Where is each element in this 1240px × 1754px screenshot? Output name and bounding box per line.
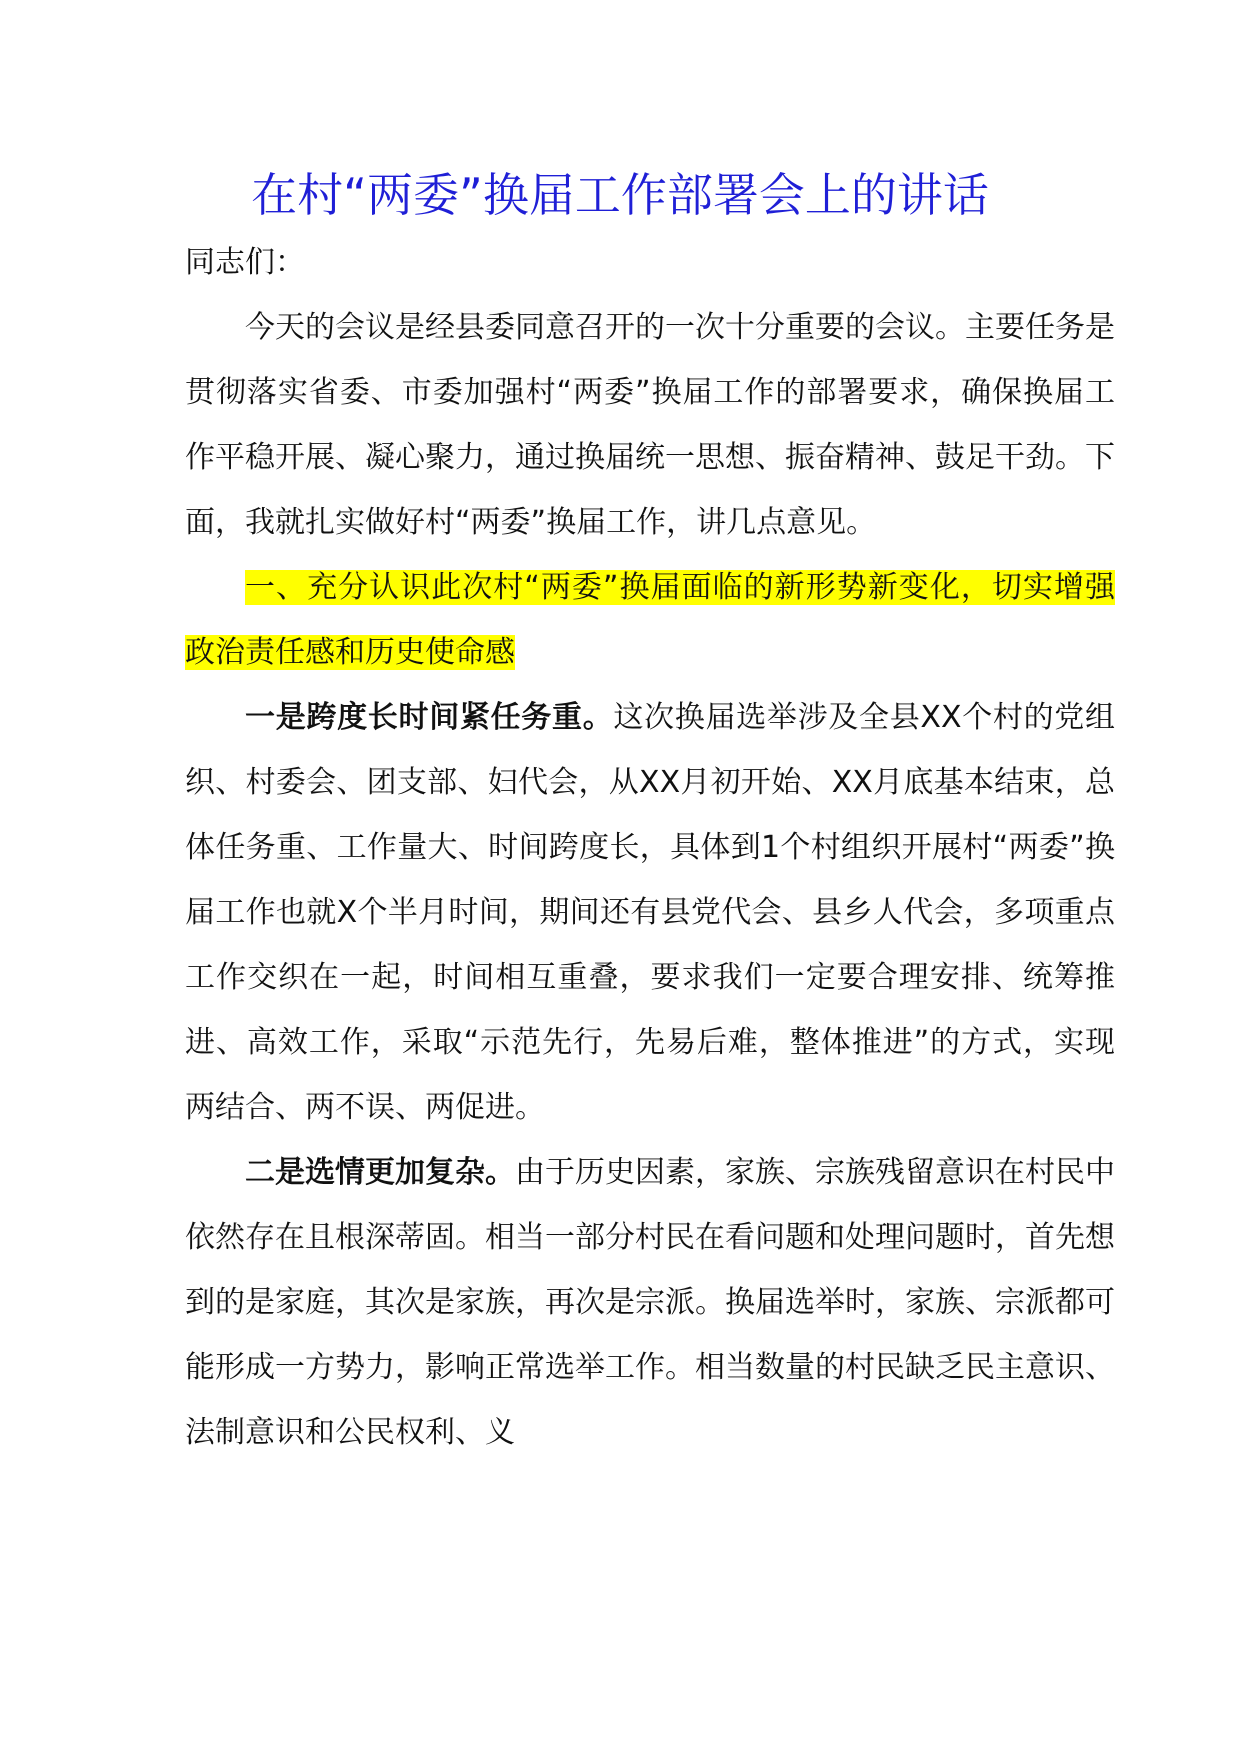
point-paragraph-1 xyxy=(185,685,1115,1140)
point-1-lead: 一是跨度长时间紧任务重。 xyxy=(245,700,614,735)
salutation: 同志们： xyxy=(185,245,305,280)
point-paragraph-2 xyxy=(185,1140,1115,1465)
document-title: 在村“两委”换届工作部署会上的讲话 xyxy=(251,168,989,222)
point-1-body: 这次换届选举涉及全县XX个村的党组织、村委会、团支部、妇代会，从XX月初开始、XX月底基本结束，总体任务重、工作量大、时间跨度长，具体到1个村组织开展村“两委”换届工作也就X个半月时间，期间还有县党代会、县乡人代会，多项重点工作交织在一起，时间相互重叠，要求我们一定要合理安排、统筹推进、高效工作，采取“示范先行，先易后难，整体推进”的方式，实现两结合、两不误、两促进。 xyxy=(185,700,1116,1125)
point-2-lead: 二是选情更加复杂。 xyxy=(245,1155,515,1190)
point-2-body: 由于历史因素，家族、宗族残留意识在村民中依然存在且根深蒂固。相当一部分村民在看问题和处理问题时，首先想到的是家庭，其次是家族，再次是宗派。换届选举时，家族、宗派都可能形成一方势力，影响正常选举工作。相当数量的村民缺乏民主意识、法制意识和公民权利、义 xyxy=(185,1155,1115,1450)
document-body xyxy=(185,238,1115,1465)
intro-paragraph: 今天的会议是经县委同意召开的一次十分重要的会议。主要任务是贯彻落实省委、市委加强村“两委”换届工作的部署要求，确保换届工作平稳开展、凝心聚力，通过换届统一思想、振奋精神、鼓足干劲。下面，我就扎实做好村“两委”换届工作，讲几点意见。 xyxy=(185,310,1115,540)
section-heading-1 xyxy=(185,555,1115,685)
highlighted-heading-text: 一、充分认识此次村“两委”换届面临的新形势新变化，切实增强政治责任感和历史使命感 xyxy=(185,570,1115,670)
